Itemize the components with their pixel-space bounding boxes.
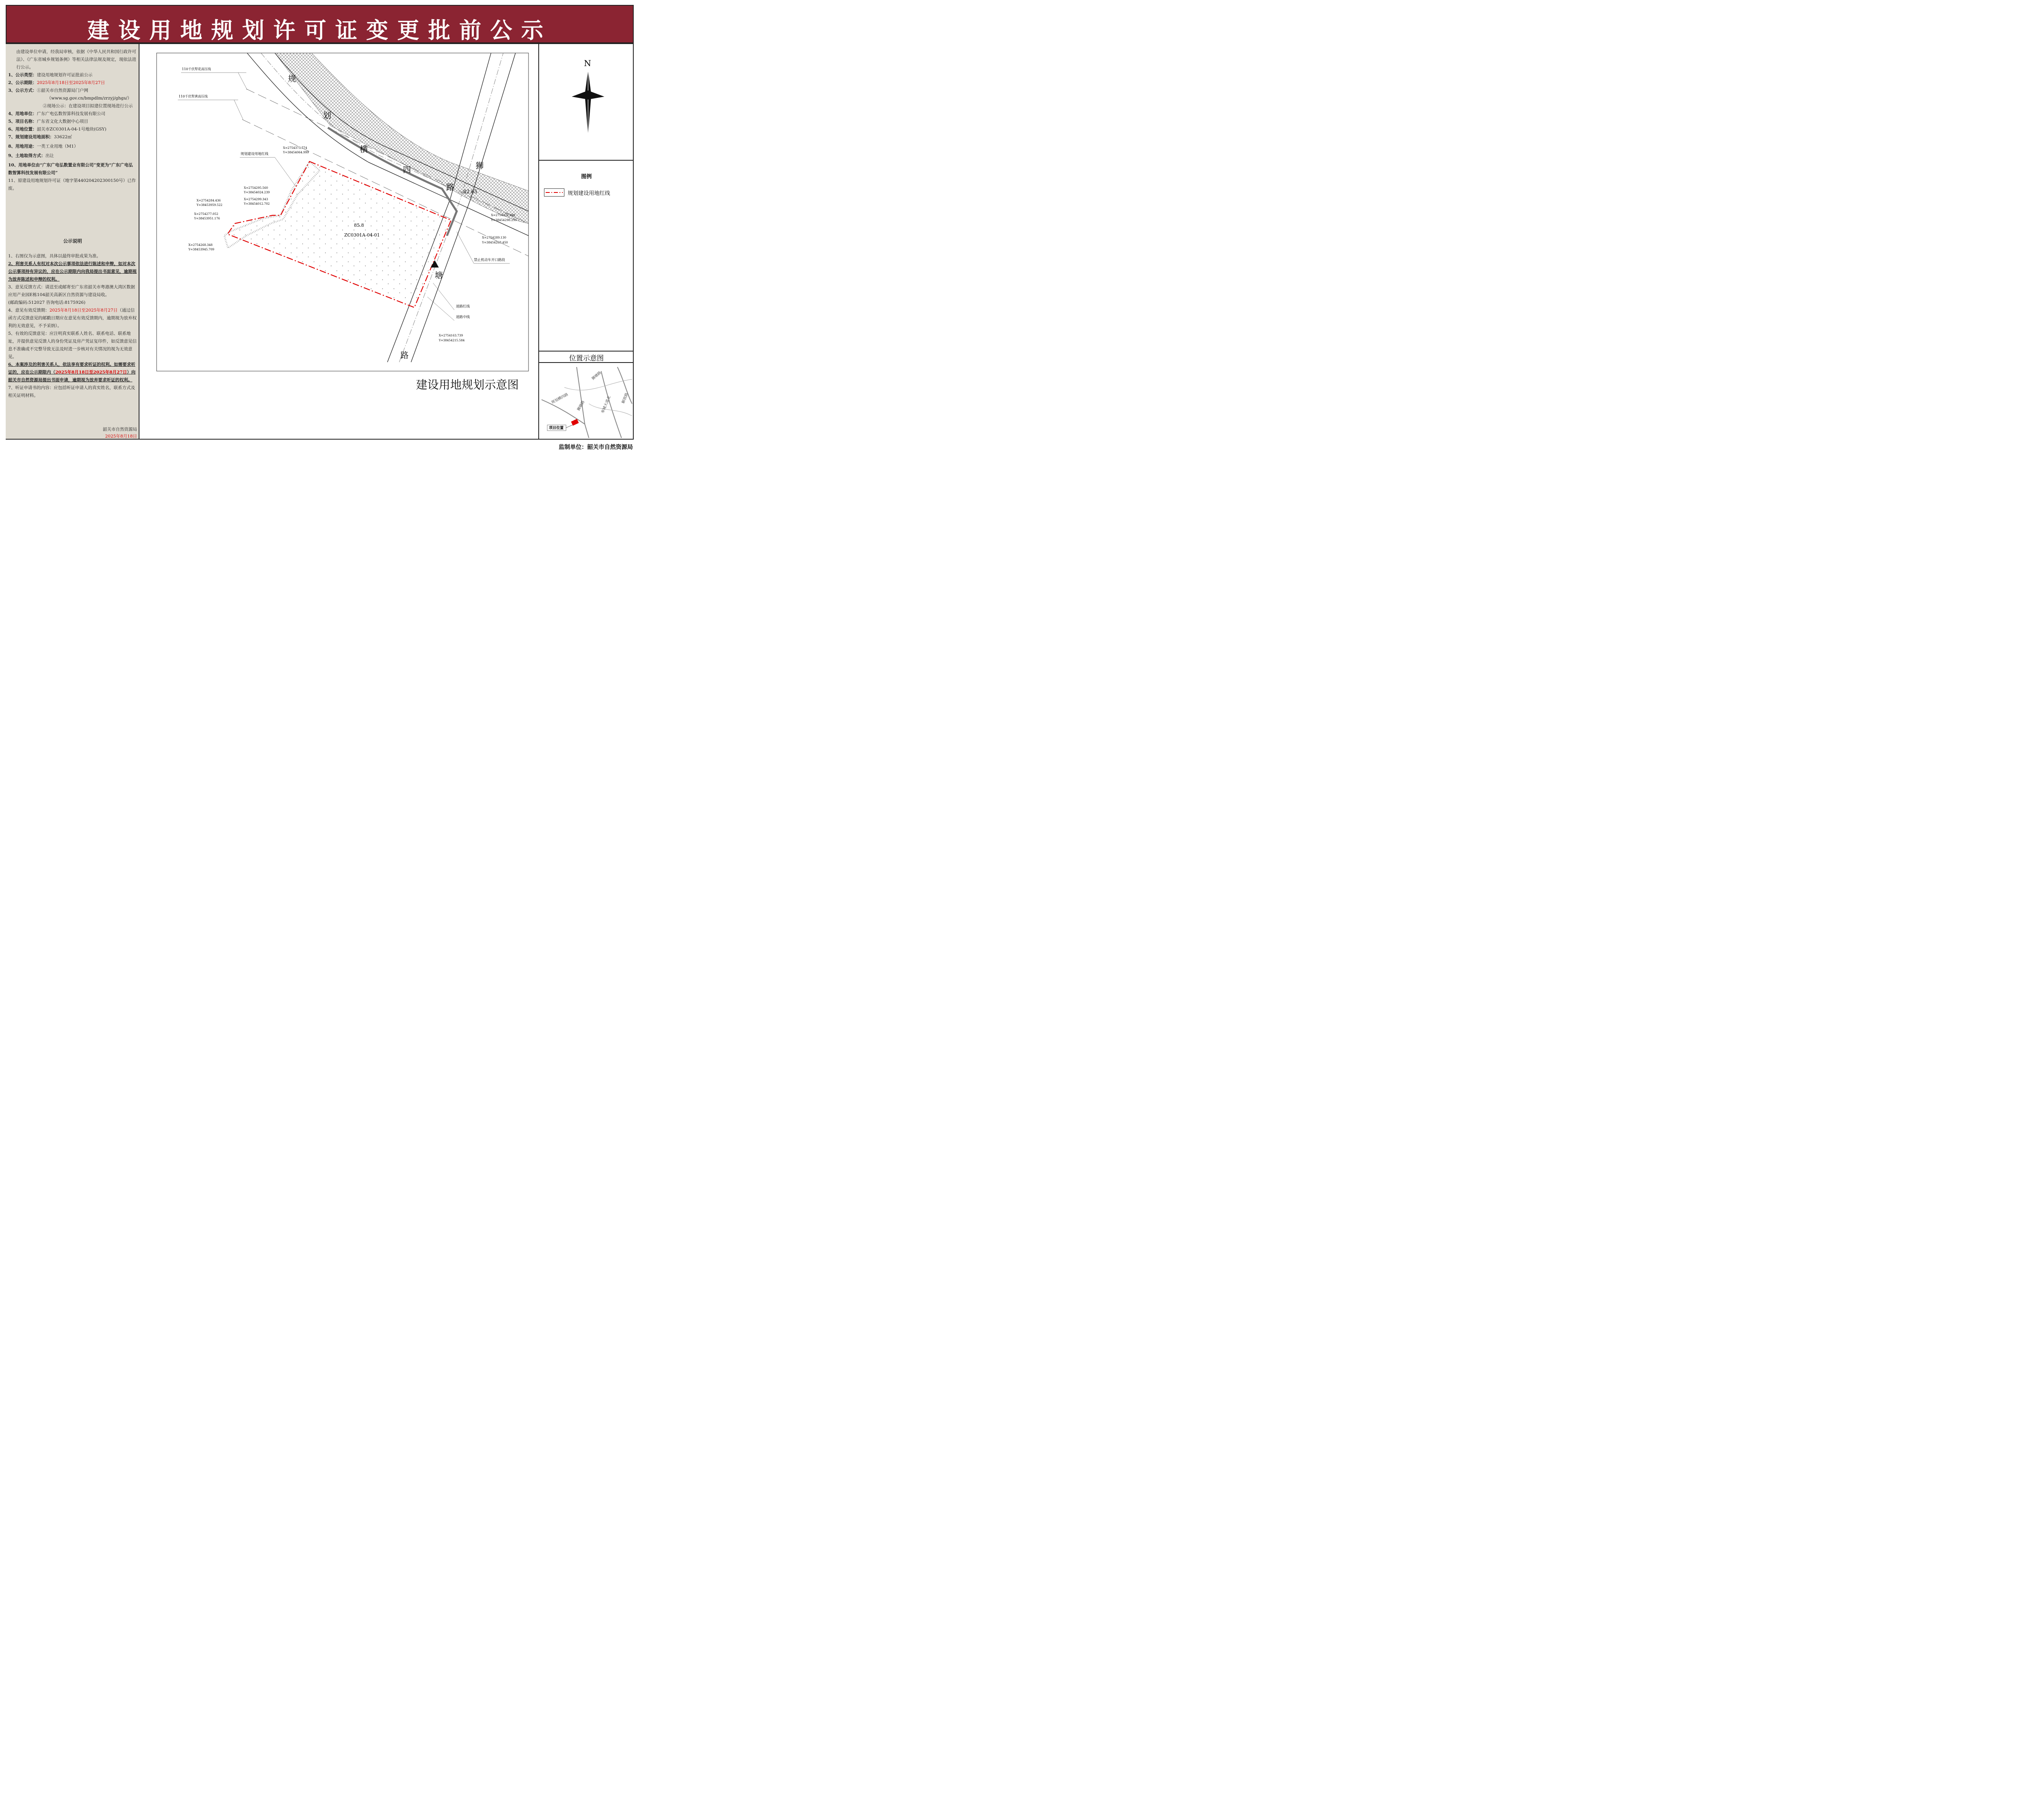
svg-text:Y=38453951.176: Y=38453951.176 <box>194 217 220 220</box>
item-change: 10、用地单位由“广东广电弘数置业有限公司”变更为“广东广电弘数智算科技发展有限公司” <box>8 163 133 175</box>
road-label-lu1: 路 <box>446 182 454 192</box>
item-unit: 4、用地单位：广东广电弘数智算科技发展有限公司 <box>8 111 106 116</box>
svg-text:解放路: 解放路 <box>621 392 629 405</box>
svg-text:奉城大道北: 奉城大道北 <box>601 395 612 414</box>
svg-text:Y=38454298.255: Y=38454298.255 <box>491 218 517 222</box>
intro-text: 由建设单位申请，经我局审核，依据《中华人民共和国行政许可法》、《广东省城乡规划条例》等相关法律法规及规定，现依法进行公示。 <box>16 49 136 70</box>
coord-3 <box>243 197 270 206</box>
no-entry-label: 禁止机动车开口路段 <box>474 258 505 262</box>
elevation-85-8: 85.8 <box>354 223 364 228</box>
svg-text:Y=38454012.702: Y=38454012.702 <box>244 202 270 206</box>
map-title: 建设用地规划示意图 <box>416 378 519 391</box>
road-label-heng: 横 <box>360 144 368 154</box>
svg-text:狮塘路: 狮塘路 <box>591 371 602 381</box>
location-map-title: 位置示意图 <box>569 354 604 363</box>
svg-text:Y=38454064.999: Y=38454064.999 <box>283 150 309 154</box>
item-area: 7、规划建设用地面积：33622㎡ <box>8 135 72 139</box>
item-use: 8、用地用途：一类工业用地（M1） <box>8 144 78 149</box>
svg-text:X=2754284.436: X=2754284.436 <box>197 199 221 202</box>
svg-text:N: N <box>584 58 591 68</box>
sign-date: 2025年8月18日 <box>105 434 137 439</box>
item-void: 11、原建设用地规划许可证（地字第440204202300150号）已作废。 <box>8 178 136 191</box>
site-parcel-fill <box>228 161 451 307</box>
legend-redline: 规划建设用地红线 <box>544 188 610 197</box>
road-label-lu2: 路 <box>400 350 409 360</box>
svg-text:X=2754322.399: X=2754322.399 <box>491 213 515 217</box>
item-project: 5、项目名称：广东省文化大数据中心项目 <box>8 119 88 124</box>
project-location-label: 项目位置 <box>549 426 564 430</box>
note-1: 1、右图仅为示意图，具体以最终审批成果为准。 <box>8 254 101 259</box>
coord-6 <box>188 243 215 251</box>
redline-label: 规划建设用地红线 <box>241 152 269 156</box>
item-location: 6、用地位置：韶关市ZC0301A-04-1号地块(GSY) <box>8 127 106 132</box>
road-label-gui: 规 <box>288 74 296 84</box>
item-period: 2、公示期限：2025年8月18日至2025年8月27日 <box>8 80 105 85</box>
item-method-url: （www.sg.gov.cn/bmpdlm/zrzyj/ghgs/） <box>47 96 132 101</box>
svg-text:Y=38454215.584: Y=38454215.584 <box>439 338 465 342</box>
title-banner <box>6 5 634 43</box>
supervisor-label: 监制单位：韶关市自然资源局 <box>559 444 633 451</box>
note-7: 7、听证申请书的内容：应包括听证申请人的真实姓名，联系方式及相关证明材料。 <box>8 385 135 398</box>
coord-2 <box>243 186 270 194</box>
svg-text:Y=38454024.239: Y=38454024.239 <box>244 190 270 194</box>
road-redline-label: 道路红线 <box>456 305 470 309</box>
svg-text:Y=38453959.522: Y=38453959.522 <box>197 203 223 207</box>
coord-5 <box>194 212 220 220</box>
powerline-1-label: 110千伏犁花高压线 <box>182 67 211 71</box>
note-5: 5、有效的反馈意见：应注明真实联系人姓名、联系电话、联系地址，并提供意见反馈人的身份凭证及房产凭证复印件，如反馈意见信息不准确或不完整导致无法及时进一步核对有关情况的视为无效意见。 <box>8 331 137 359</box>
item-type: 1、公示类型：建设用地规划许可证批前公示 <box>8 73 93 77</box>
parcel-id: ZC0301A-04-01 <box>344 232 380 238</box>
svg-text:Y=38453945.709: Y=38453945.709 <box>188 248 215 251</box>
notes-title: 公示说明 <box>63 238 82 244</box>
svg-text:Y=38454268.450: Y=38454268.450 <box>482 241 508 244</box>
right-column <box>538 44 634 439</box>
item-method: 3、公示方式：①韶关市自然资源局门户网 <box>8 88 88 93</box>
coord-4 <box>196 199 222 207</box>
legend-title: 图例 <box>581 174 592 180</box>
powerline-2-label: 110千伏犁黄高压线 <box>179 95 208 98</box>
redline-swatch-icon <box>544 188 564 197</box>
item-acq: 9、土地取得方式：出让 <box>8 153 54 158</box>
location-map <box>540 363 633 438</box>
road-label-shi: 狮 <box>475 161 484 170</box>
notice-panel <box>6 44 139 439</box>
svg-text:X=2754268.348: X=2754268.348 <box>188 243 213 247</box>
project-location-marker <box>571 419 579 426</box>
sign-org: 韶关市自然资源局 <box>103 427 137 432</box>
note-2: 2、利害关系人有权对本次公示事项依法进行陈述和申辩，如对本次公示事项持有异议的，应在公示期限内向我局提出书面意见，逾期视为放弃陈述和申辩的权利。 <box>8 261 137 282</box>
page-title: 建设用地规划许可证变更批前公示 <box>87 18 552 43</box>
note-4: 4、意见有效反馈期：2025年8月18日至2025年8月27日（通过信函方式反馈意见的邮戳日期应在意见有效反馈期内，逾期视为放弃权利的无效意见，不予采纳）。 <box>8 308 137 328</box>
elevation-82-65: 82.65 <box>463 189 478 195</box>
svg-text:X=2754299.343: X=2754299.343 <box>244 197 268 201</box>
svg-text:X=2754373.774: X=2754373.774 <box>283 146 307 150</box>
note-3: 3、意见反馈方式：请送至或邮寄至广东省韶关市粤港澳大湾区数据应用产业园E栋104韶关高新区自然资源与建设局收。 <box>8 285 135 297</box>
svg-text:X=2754163.739: X=2754163.739 <box>439 334 463 337</box>
road-label-tang: 塘 <box>435 270 443 280</box>
note-3b: (邮政编码:512027 咨询电话:8175926) <box>8 300 86 305</box>
svg-text:X=2754277.052: X=2754277.052 <box>194 212 219 216</box>
road-label-si: 四 <box>403 165 411 175</box>
note-6: 6、本案涉及的利害关系人，依法享有要求听证的权利。如需要求听证的，应在公示期限内（2025年8月18日至2025年8月27日）向韶关市自然资源局提出书面申请，逾期视为放弃要求听证的权利。 <box>8 362 136 383</box>
road-label-hua: 划 <box>323 111 331 120</box>
coord-1 <box>283 146 309 154</box>
road-centerline-label: 道路中线 <box>456 315 470 319</box>
svg-text:X=2754289.130: X=2754289.130 <box>482 236 506 239</box>
svg-text:狮塘路: 狮塘路 <box>576 400 586 412</box>
item-method-2: ②现场公示：在建设项目拟建位置现场进行公示 <box>43 104 133 108</box>
coord-9 <box>438 334 465 342</box>
north-arrow <box>572 58 604 139</box>
svg-text:X=2754295.560: X=2754295.560 <box>244 186 268 190</box>
svg-text:规划横四路: 规划横四路 <box>551 392 569 405</box>
